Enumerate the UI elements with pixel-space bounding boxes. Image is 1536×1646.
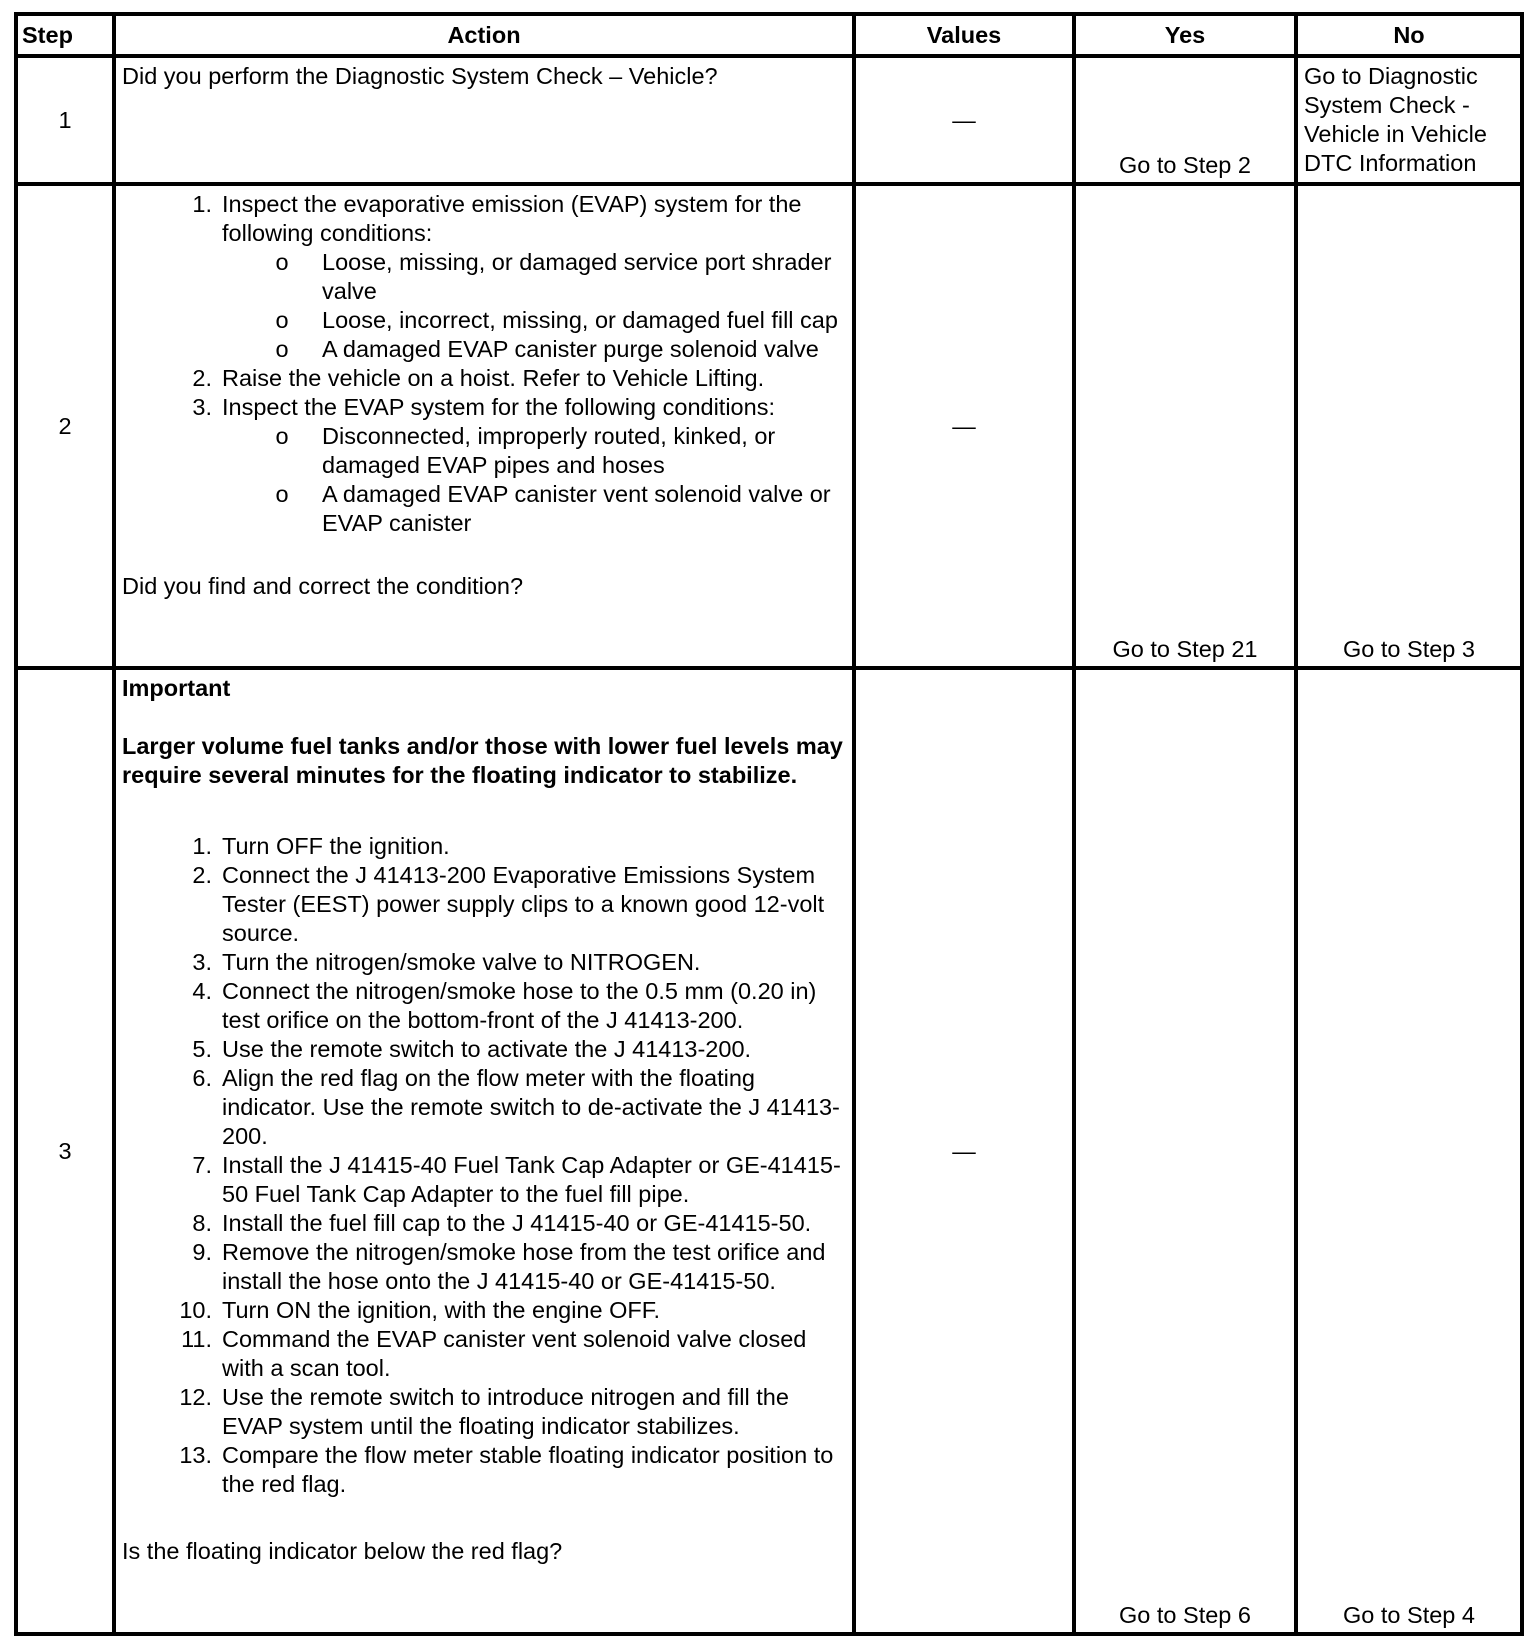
list-item: [122, 832, 846, 861]
values-cell: —: [854, 56, 1074, 184]
sub-list-text: Disconnected, improperly routed, kinked, or damaged EVAP pipes and hoses: [322, 423, 776, 478]
yes-link: Go to Step 2: [1119, 152, 1251, 178]
list-number: 5.: [192, 1036, 212, 1062]
header-no: No: [1296, 14, 1522, 56]
list-text: Turn OFF the ignition.: [222, 833, 450, 859]
list-text: Command the EVAP canister vent solenoid valve closed with a scan tool.: [222, 1326, 807, 1381]
important-note: Larger volume fuel tanks and/or those with lower fuel levels may require several minutes for the floating indicator to stabilize.: [122, 733, 843, 788]
step-number: 1: [16, 56, 114, 184]
list-number: 3.: [192, 394, 212, 420]
action-cell: [114, 56, 854, 184]
list-number: 7.: [192, 1152, 212, 1178]
sub-list-text: Loose, incorrect, missing, or damaged fuel fill cap: [322, 307, 838, 333]
yes-cell: [1074, 56, 1296, 184]
list-number: 10.: [179, 1297, 212, 1323]
header-values: Values: [854, 14, 1074, 56]
action-cell: [114, 668, 854, 1634]
list-item: [122, 1064, 846, 1151]
list-item: [122, 1209, 846, 1238]
list-number: 1.: [192, 191, 212, 217]
bullet-icon: o: [275, 307, 289, 333]
action-steps-list: [122, 832, 846, 1499]
table-row-step-1: [16, 56, 1522, 184]
list-text: Use the remote switch to activate the J 41413-200.: [222, 1036, 752, 1062]
yes-link: Go to Step 21: [1112, 636, 1258, 662]
bullet-icon: o: [275, 336, 289, 362]
sub-list: [222, 248, 846, 364]
list-item: [122, 1441, 846, 1499]
list-item: [122, 1383, 846, 1441]
table-row-step-3: [16, 668, 1522, 1634]
list-text: Connect the nitrogen/smoke hose to the 0.5 mm (0.20 in) test orifice on the bottom-front of the J 41413-200.: [222, 978, 817, 1033]
list-number: 9.: [192, 1239, 212, 1265]
action-question: Did you perform the Diagnostic System Check – Vehicle?: [122, 63, 718, 89]
no-link: Go to Step 3: [1343, 636, 1475, 662]
list-number: 6.: [192, 1065, 212, 1091]
no-link: Go to Step 4: [1343, 1602, 1475, 1628]
no-cell: [1296, 184, 1522, 668]
list-number: 8.: [192, 1210, 212, 1236]
list-number: 13.: [179, 1442, 212, 1468]
sub-list-item: [222, 248, 846, 306]
action-steps-list: [122, 190, 846, 538]
list-item: [122, 190, 846, 364]
list-text: Raise the vehicle on a hoist. Refer to Vehicle Lifting.: [222, 365, 765, 391]
list-text: Compare the flow meter stable floating indicator position to the red flag.: [222, 1442, 834, 1497]
list-item: [122, 393, 846, 538]
sub-list-item: [222, 422, 846, 480]
action-question: Did you find and correct the condition?: [122, 573, 524, 599]
table-header-row: [16, 14, 1522, 56]
header-step: Step: [16, 14, 114, 56]
bullet-icon: o: [275, 481, 289, 507]
bullet-icon: o: [275, 423, 289, 449]
no-link: Go to Diagnostic System Check - Vehicle in Vehicle DTC Information: [1304, 63, 1487, 176]
diagnostic-table: [14, 12, 1524, 1636]
step-number: 2: [16, 184, 114, 668]
list-number: 2.: [192, 862, 212, 888]
list-item: [122, 1151, 846, 1209]
list-item: [122, 364, 846, 393]
header-action: Action: [114, 14, 854, 56]
sub-list: [222, 422, 846, 538]
list-text: Install the fuel fill cap to the J 41415-40 or GE-41415-50.: [222, 1210, 812, 1236]
list-text: Use the remote switch to introduce nitrogen and fill the EVAP system until the floating indicator stabilizes.: [222, 1384, 789, 1439]
list-number: 4.: [192, 978, 212, 1004]
yes-cell: [1074, 184, 1296, 668]
list-text: Install the J 41415-40 Fuel Tank Cap Adapter or GE-41415-50 Fuel Tank Cap Adapter to the fuel fill pipe.: [222, 1152, 841, 1207]
sub-list-text: Loose, missing, or damaged service port shrader valve: [322, 249, 832, 304]
important-title: Important: [122, 675, 231, 701]
list-text: Inspect the evaporative emission (EVAP) system for the following conditions:: [222, 191, 802, 246]
header-yes: Yes: [1074, 14, 1296, 56]
list-item: [122, 948, 846, 977]
list-number: 3.: [192, 949, 212, 975]
diagnostic-table-page: [14, 12, 1520, 1636]
list-text: Turn ON the ignition, with the engine OFF.: [222, 1297, 661, 1323]
list-item: [122, 1238, 846, 1296]
list-text: Align the red flag on the flow meter with the floating indicator. Use the remote switch to de-activate the J 41413-200.: [222, 1065, 840, 1149]
no-cell: [1296, 668, 1522, 1634]
list-number: 2.: [192, 365, 212, 391]
list-number: 11.: [181, 1326, 212, 1352]
sub-list-text: A damaged EVAP canister vent solenoid valve or EVAP canister: [322, 481, 831, 536]
action-cell: [114, 184, 854, 668]
values-cell: —: [854, 184, 1074, 668]
list-text: Connect the J 41413-200 Evaporative Emissions System Tester (EEST) power supply clips to a known good 12-volt source.: [222, 862, 825, 946]
list-item: [122, 1325, 846, 1383]
list-text: Turn the nitrogen/smoke valve to NITROGEN.: [222, 949, 701, 975]
sub-list-item: [222, 335, 846, 364]
yes-cell: [1074, 668, 1296, 1634]
list-item: [122, 1035, 846, 1064]
values-cell: —: [854, 668, 1074, 1634]
list-item: [122, 861, 846, 948]
sub-list-text: A damaged EVAP canister purge solenoid valve: [322, 336, 819, 362]
sub-list-item: [222, 480, 846, 538]
list-number: 1.: [192, 833, 212, 859]
no-cell: [1296, 56, 1522, 184]
step-number: 3: [16, 668, 114, 1634]
list-number: 12.: [179, 1384, 212, 1410]
list-text: Inspect the EVAP system for the following conditions:: [222, 394, 775, 420]
list-text: Remove the nitrogen/smoke hose from the test orifice and install the hose onto the J 41415-40 or GE-41415-50.: [222, 1239, 826, 1294]
yes-link: Go to Step 6: [1119, 1602, 1251, 1628]
sub-list-item: [222, 306, 846, 335]
list-item: [122, 977, 846, 1035]
list-item: [122, 1296, 846, 1325]
bullet-icon: o: [275, 249, 289, 275]
action-question: Is the floating indicator below the red flag?: [122, 1538, 563, 1564]
table-row-step-2: [16, 184, 1522, 668]
